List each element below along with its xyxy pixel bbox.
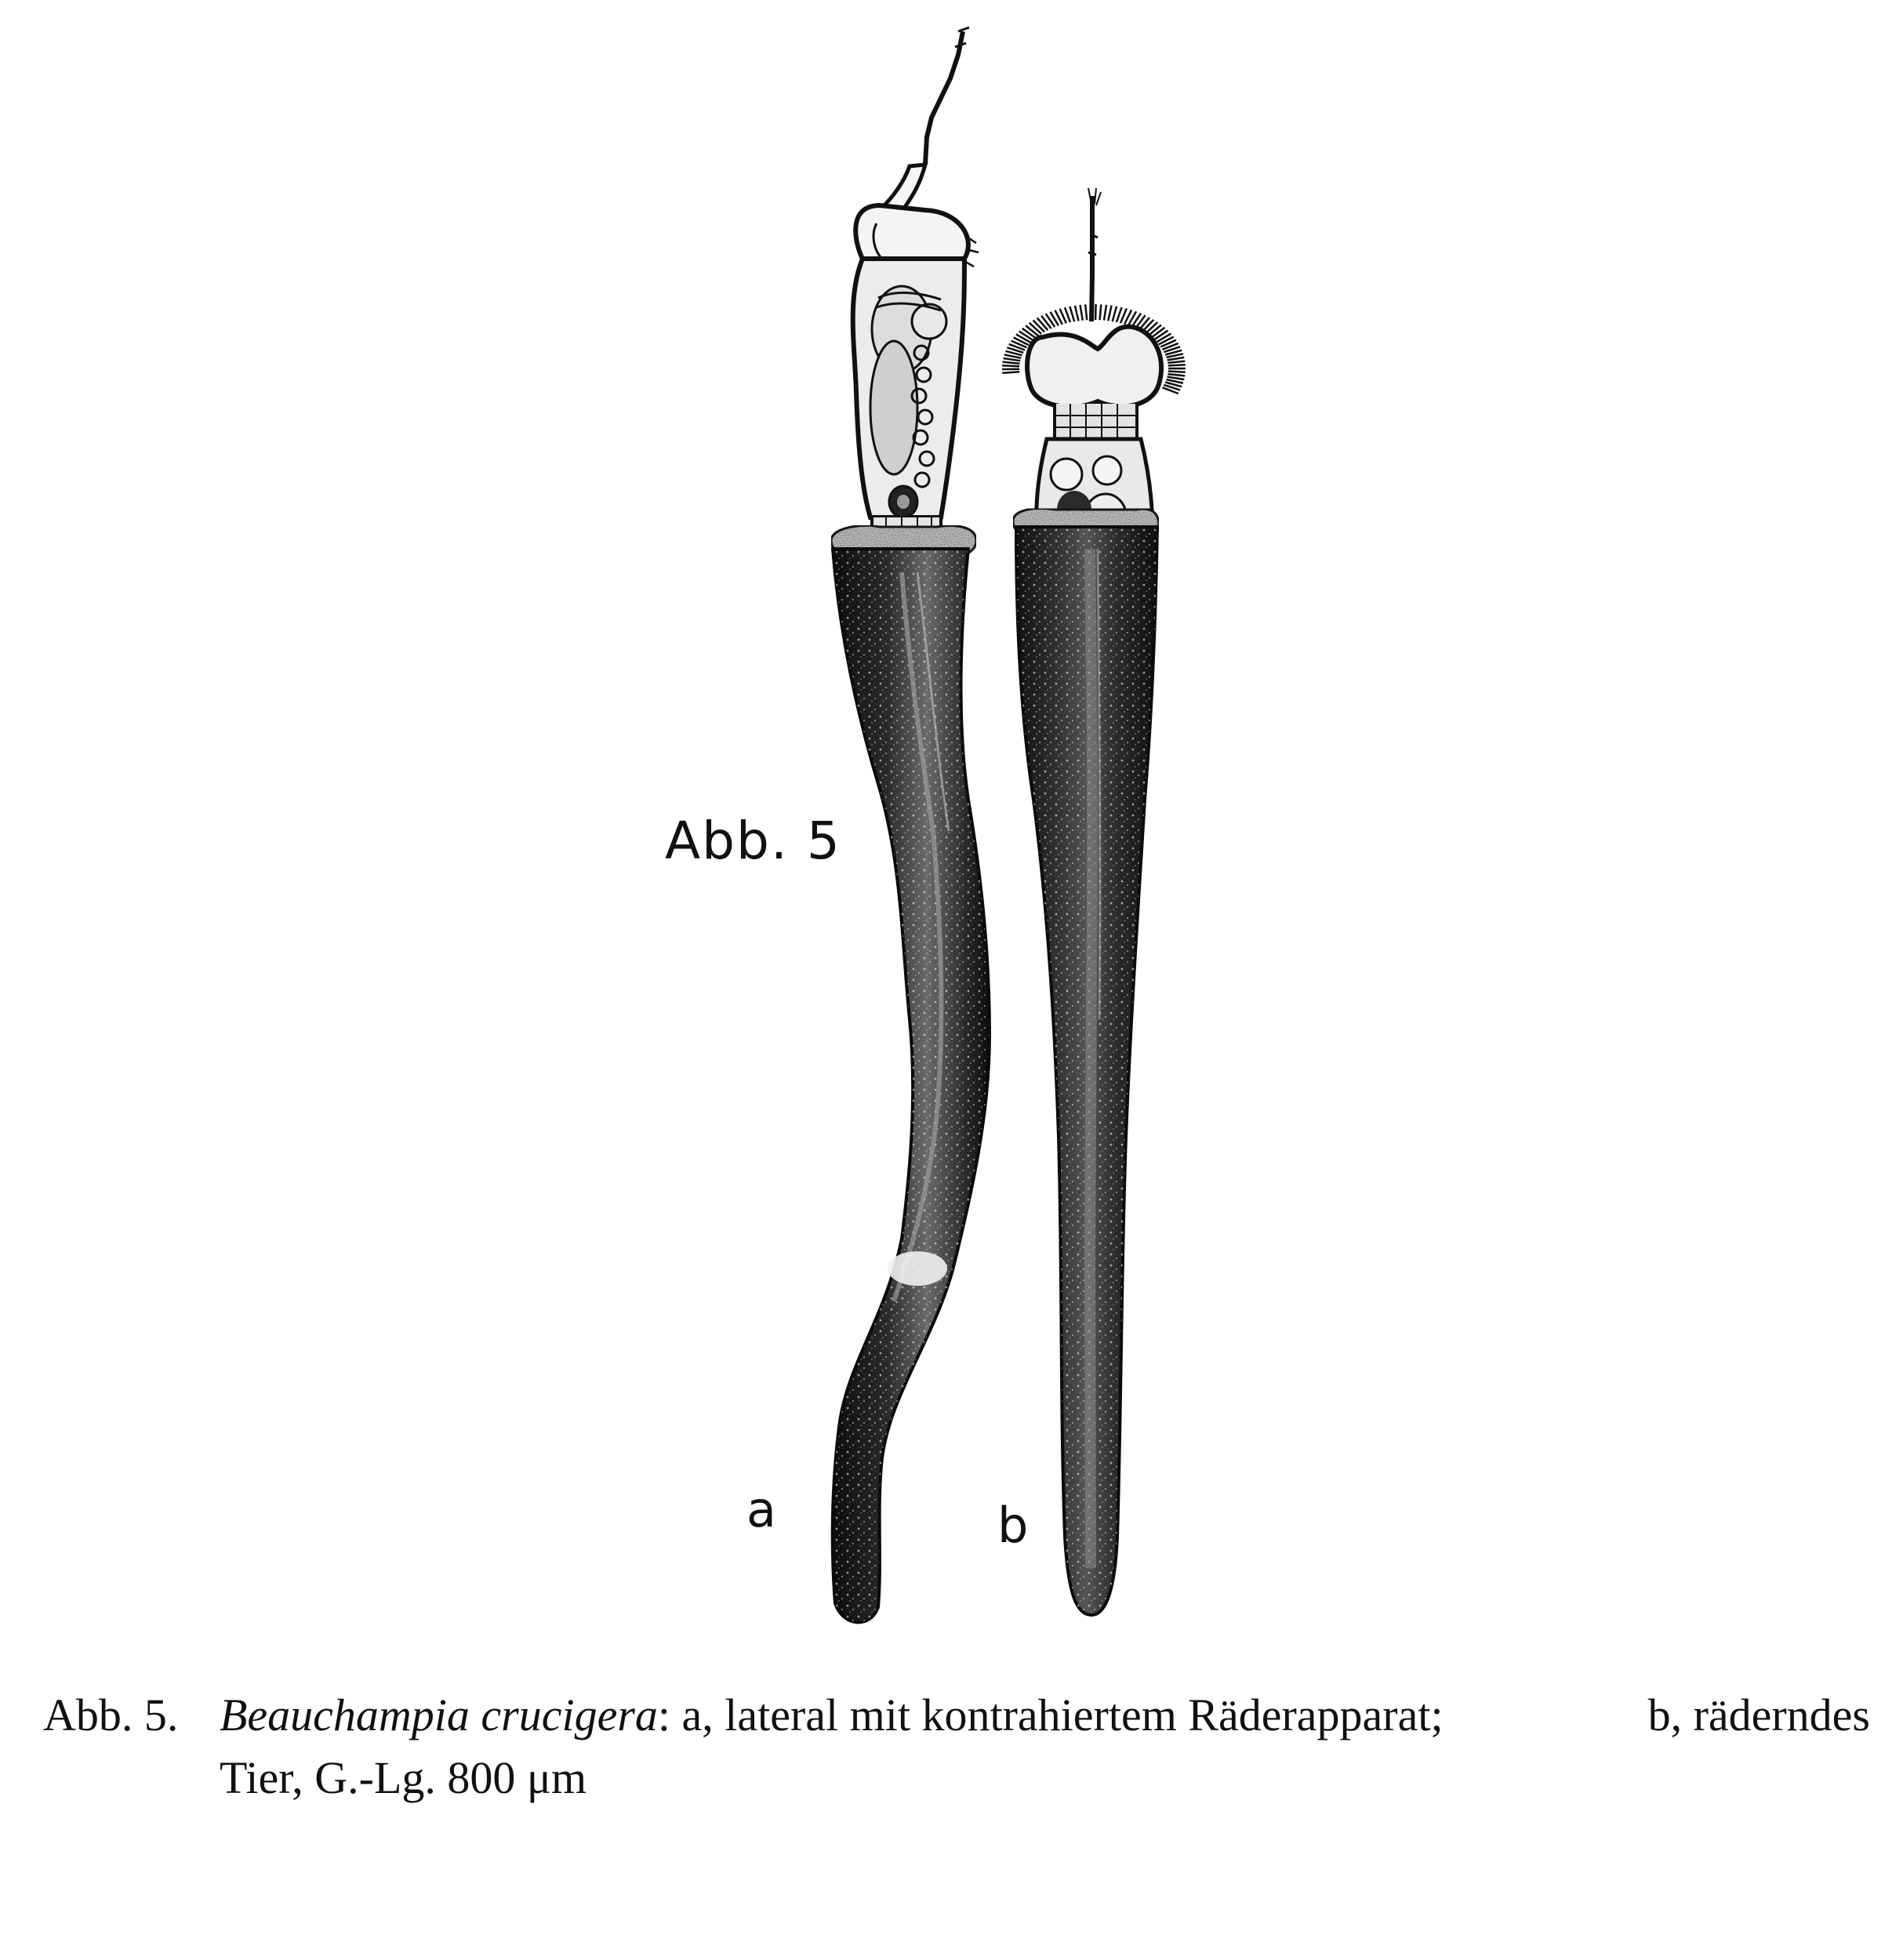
specimen-a	[831, 27, 990, 1622]
caption-figure-number: Abb. 5.	[43, 1690, 179, 1740]
caption-line-1	[43, 1684, 1870, 1747]
caption-part-b: b, räderndes	[1647, 1690, 1870, 1740]
figure-label: Abb. 5	[665, 811, 841, 871]
specimen-b	[1002, 188, 1186, 1615]
figure-caption	[43, 1684, 1870, 1809]
caption-line-2: Tier, G.-Lg. 800 μm	[220, 1752, 587, 1803]
caption-part-a: : a, lateral mit kontrahiertem Räderapparat;	[657, 1690, 1444, 1740]
caption-species-name: Beauchampia crucigera	[220, 1690, 658, 1740]
panel-label-a: a	[746, 1481, 776, 1538]
panel-label-b: b	[997, 1497, 1029, 1554]
